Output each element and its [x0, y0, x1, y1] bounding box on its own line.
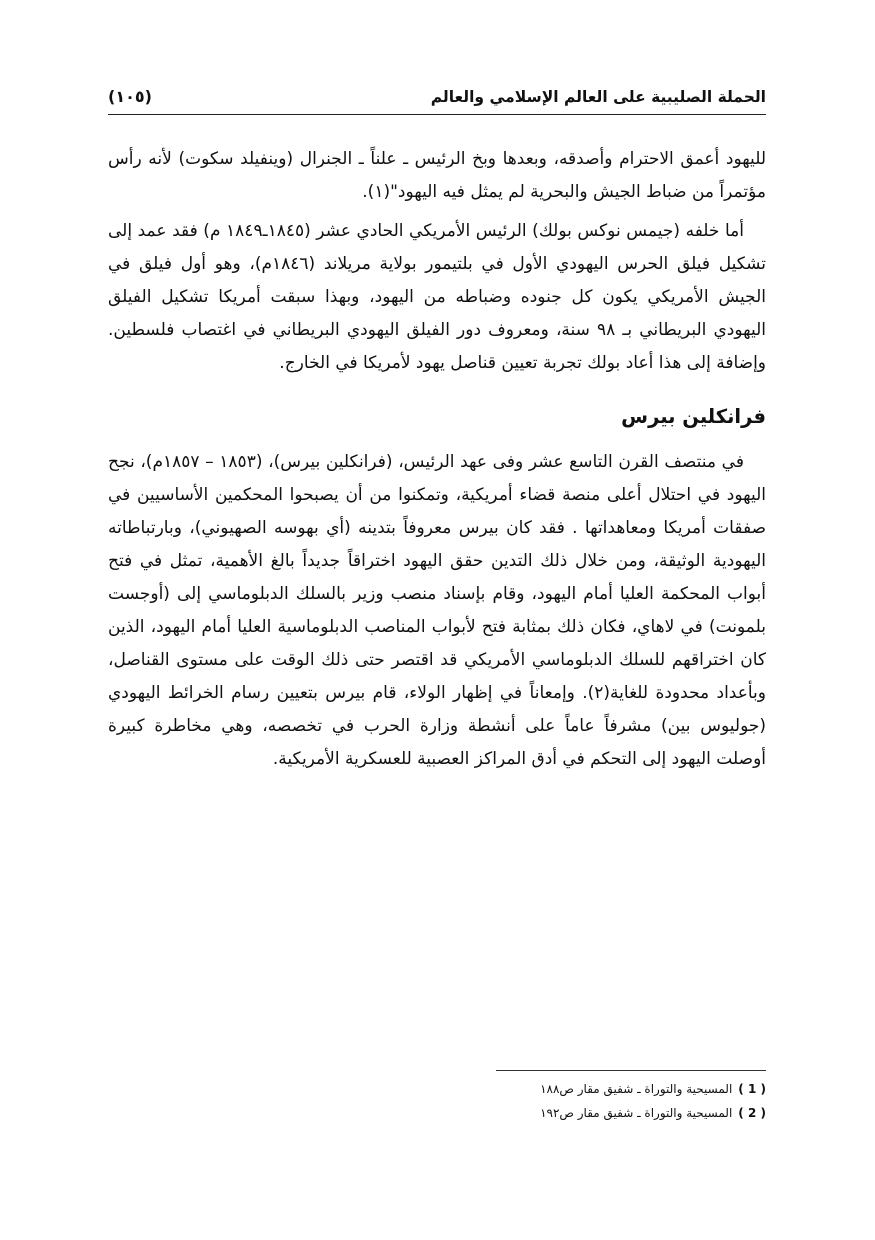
section-heading: فرانكلين بيرس	[621, 405, 766, 428]
footnotes	[108, 1070, 766, 1125]
page-number: (١٠٥)	[108, 87, 152, 106]
footnote-divider	[496, 1070, 766, 1071]
running-header	[108, 86, 766, 115]
page-content	[108, 86, 766, 782]
body-text	[108, 143, 766, 776]
footnote-item	[108, 1077, 766, 1101]
footnote-item	[108, 1101, 766, 1125]
footnote-text: المسيحية والتوراة ـ شفيق مقار ص١٨٨	[540, 1082, 733, 1096]
header-title: الحملة الصليبية على العالم الإسلامي والعالم	[430, 88, 766, 106]
paragraph-polk: أما خلفه (جيمس نوكس بولك) الرئيس الأمريكي الحادي عشر (١٨٤٥ـ١٨٤٩ م) فقد عمد إلى تشكيل فيلق الحرس اليهودي الأول في بلتيمور بولاية مريلاند (١٨٤٦م)، وهو أول فيلق في الجيش الأمريكي يكون كل جنوده وضباطه من اليهود، وبهذا سبقت أمريكا تشكيل الفيلق اليهودي البريطاني بـ ٩٨ سنة، ومعروف دور الفيلق اليهودي البريطاني في اغتصاب فلسطين. وإضافة إلى هذا أعاد بولك تجربة تعيين قناصل يهود لأمريكا في الخارج.	[108, 221, 766, 373]
paragraph-pierce: في منتصف القرن التاسع عشر وفى عهد الرئيس، (فرانكلين بيرس)، (١٨٥٣ – ١٨٥٧م)، نجح اليهود في احتلال أعلى منصة قضاء أمريكية، وتمكنوا من أن يصبحوا المحكمين الأساسيين في صفقات أمريكا ومعاهداتها . فقد كان بيرس معروفاً بتدينه (أي بهوسه الصهيوني)، وبارتباطاته اليهودية الوثيقة، ومن خلال ذلك التدين حقق اليهود اختراقاً جديداً بالغ الأهمية، تمثل في فتح أبواب المحكمة العليا أمام اليهود، وقام بإسناد منصب وزير بالسلك الدبلوماسي إلى (أوجست بلمونت) في لاهاي، فكان ذلك بمثابة فتح لأبواب المناصب الدبلوماسية العليا أمام اليهود، الذين كان اختراقهم للسلك الدبلوماسي الأمريكي قد اقتصر حتى ذلك الوقت على مستوى القناصل، وبأعداد محدودة للغاية(٢). وإمعاناً في إظهار الولاء، قام بيرس بتعيين رسام الخرائط اليهودي (جوليوس بين) مشرفاً عاماً على أنشطة وزارة الحرب في تخصصه، وهي مخاطرة كبيرة أوصلت اليهود إلى التحكم في أدق المراكز العصبية للعسكرية الأمريكية.	[108, 452, 766, 769]
footnote-marker: ( 2 )	[738, 1106, 766, 1120]
footnote-text: المسيحية والتوراة ـ شفيق مقار ص١٩٢	[540, 1106, 733, 1120]
footnote-marker: ( 1 )	[738, 1082, 766, 1096]
paragraph-continued: لليهود أعمق الاحترام وأصدقه، وبعدها وبخ الرئيس ـ علناً ـ الجنرال (وينفيلد سكوت) لأنه رأس مؤتمراً من ضباط الجيش والبحرية لم يمثل فيه اليهود"(١).	[108, 149, 766, 202]
